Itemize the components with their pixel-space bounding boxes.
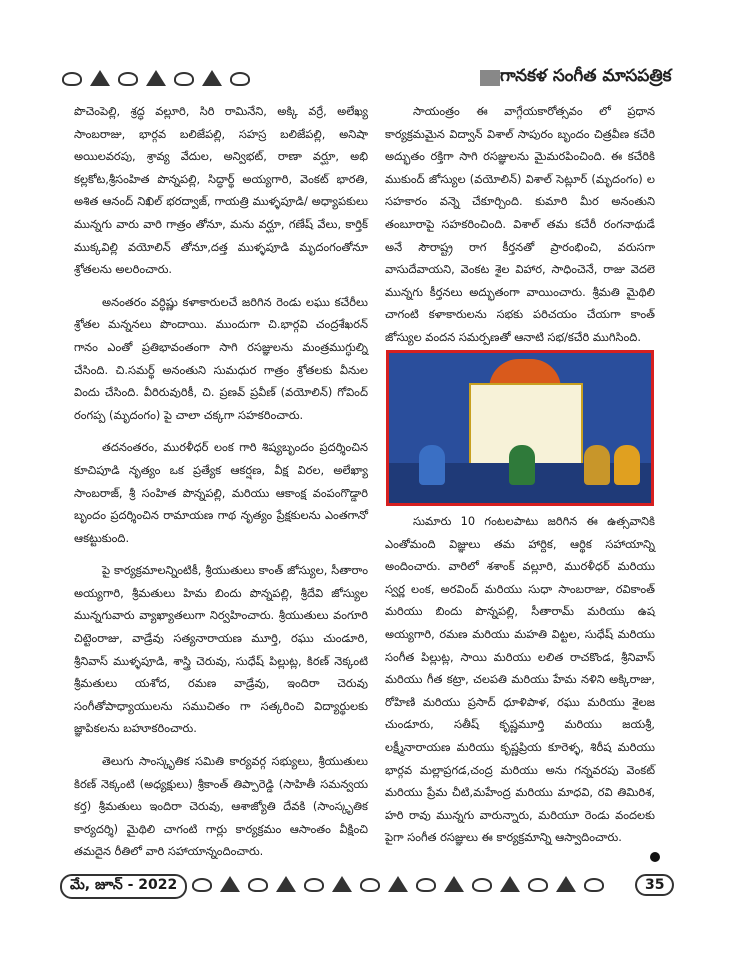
ornament-icon	[144, 70, 166, 86]
ornament-icon	[190, 876, 212, 892]
masthead-divider	[480, 70, 500, 86]
paragraph: తదనంతరం, మురళీధర్ లంక గారి శిష్యబృందం ప్రదర్శించిన కూచిపూడి నృత్యం ఒక ప్రత్యేక ఆకర్షణ, వీక్ష విరల, అలేఖ్యా సాంబరాజ్, శ్రీ సంహిత పొన్నపల్లి, మరియు ఆకాంక్ష వంపంగొడ్డారి బృందం ప్రదర్శించిన రామాయణ గాథ నృత్యం ప్రేక్షకులను ఎంతగానో ఆకట్టుకుంది.	[74, 440, 368, 545]
performer-figure	[614, 445, 640, 485]
ornament-icon	[442, 876, 464, 892]
page-footer	[60, 870, 680, 900]
end-marker-icon	[650, 852, 660, 862]
ornament-icon	[498, 876, 520, 892]
ornament-icon	[116, 70, 138, 86]
page-number: 35	[635, 874, 674, 896]
ornament-icon	[200, 70, 222, 86]
paragraph: అనంతరం వర్ధిష్ణు కళాకారులచే జరిగిన రెండు లఘు కచేరీలు శ్రోతల మన్ననలు పొందాయి. ముందుగా చి.భార్గవి చంద్రశేఖరన్ గానం ఎంతో ప్రతిభావంతంగా సాగి రసజ్ఞులను మంత్రముగ్ధుల్ని చేసింది. చి.సమర్థ్ అనంతుని సుమధుర గాత్రం శ్రోతలకు వీనుల విందు చేసింది. వీరిరువురికీ, చి. ప్రణవ్ ప్రవీణ్ (వయోలిన్) గోవింద్ రంగప్ప (మృదంగం) పై చాలా చక్కగా సహకరించారు.	[74, 294, 368, 422]
ornament-icon	[414, 876, 436, 892]
right-column	[385, 100, 655, 845]
ornament-icon	[470, 876, 492, 892]
ornament-icon	[358, 876, 380, 892]
paragraph: సుమారు 10 గంటలపాటు జరిగిన ఈ ఉత్సవానికి ఎంతోమంది విజ్ఞులు తమ హార్దిక, ఆర్థిక సహాయాన్ని అందించారు. వారిలో శశాంక్ వల్లూరి, మురళీధర్ మరియు స్వర్ణ లంక, అరవింద్ మరియు సుధా సాంబరాజు, రవికాంత్ మరియు బిందు పొన్నపల్లి, సీతారామ్ మరియు ఉష అయ్యగారి, రమణ మరియు మహతి విట్టల, సుధేష్ మరియు సంగీత పిల్లుట్ల, సాయి మరియు లలిత రాచకొండ, శ్రీనివాస్ మరియు గీత కట్రా, చలపతి మరియు హేమ నళిని అక్కిరాజు, రోహిణి మరియు ప్రసాద్ ధూళిపాళ, రఘు మరియు శైలజ చుండూరు, సతీష్ కృష్ణమూర్తి మరియు జయశ్రీ, లక్ష్మీనారాయణ మరియు కృష్ణప్రియ కూరెళ్ళ, శిరీష మరియు భార్గవ మల్లాప్రగడ,చంద్ర మరియు అను గన్నవరపు వెంకట్ మరియు ప్రేమ చీటి,మహేంద్ర మరియు మాధవి, రవి తిమిరిశ, హరి రావు మున్నగు వారున్నారు, మరియూ రెండు వందలకు పైగా సంగీత రసజ్ఞులు ఈ కార్యక్రమాన్ని ఆస్వాదించారు.	[385, 514, 655, 845]
performer-figure	[509, 445, 535, 485]
ornament-icon	[172, 70, 194, 86]
ornament-icon	[274, 876, 296, 892]
issue-date: మే, జూన్ - 2022	[60, 874, 187, 899]
paragraph: తెలుగు సాంస్కృతిక సమితి కార్యవర్గ సభ్యులు, శ్రీయుతులు కిరణ్ నెక్కంటి (అధ్యక్షులు) శ్రీకాంత్ తిప్పారెడ్డి (సాహితీ సమన్వయ కర్త) శ్రీమతులు ఇందిరా చెరువు, ఆశాజ్యోతి దేవకి (సాంస్కృతిక కార్యదర్శి) మైథిలి చాగంటి గార్లు కార్యక్రమం ఆసాంతం వీక్షించి తమదైన రీతిలో వారి సహాయాన్నందించారు.	[74, 754, 368, 859]
header-ornament-band	[60, 66, 480, 90]
ornament-icon	[302, 876, 324, 892]
ornament-icon	[526, 876, 548, 892]
performer-figure	[419, 445, 445, 485]
footer-ornament-band	[190, 876, 604, 892]
page-header	[0, 58, 742, 96]
paragraph: పొచెంపెల్లి, శ్రద్ధ వల్లూరి, సిరి రామినేని, అక్కి వర్రే, అలేఖ్య సాంబరాజు, భార్గవ బలిజేపల్లి, సహస్ర బలిజేపల్లి, అనిషా అయిలవరపు, శ్రావ్య వేదుల, అన్విభట్, రాణా వర్ఘూ, అభి కల్లకోట,శ్రీసంహిత పొన్నపల్లి, సిద్ధార్థ్ అయ్యగారి, వెంకట్ భారతి, అశిత ఆనంద్ నిఖిల్ భరద్వాజ్, గాయత్రి ముళ్ళపూడి/ అధ్యాపకులు మున్నగు వారు వారి గాత్రం తోనూ, మను వర్ఘూ, గణేష్ వేలు, కార్తిక్ ముక్కవిల్లి వయోలిన్ తోనూ,దత్త ముళ్ళపూడి మృదంగంతోనూ శ్రోతలను అలరించారు.	[74, 104, 368, 277]
ornament-icon	[554, 876, 576, 892]
performer-figure	[584, 445, 610, 485]
ornament-icon	[88, 70, 110, 86]
concert-photo	[386, 350, 654, 506]
paragraph: పై కార్యక్రమాలన్నింటికీ, శ్రీయుతులు కాంత్ జోస్యుల, సీతారాం అయ్యగారి, శ్రీమతులు హిమ బిందు పొన్నపల్లి, శ్రీదేవి జోస్యుల మున్నగువారు వ్యాఖ్యాతలుగా నిర్వహించారు. శ్రీయుతులు వంగూరి చిట్టెంరాజు, వాడ్రేవు సత్యనారాయణ మూర్తి, రఘు చుండూరి, శ్రీనివాస్ ముళ్ళపూడి, శాస్త్రి చెరువు, సుధేష్ పిల్లుట్ల, కిరణ్ నెక్కంటి శ్రీమతులు యశోద, రమణ వాడ్రేవు, ఇందిరా చెరువు సంగీతోపాధ్యాయులను సముచితం గా సత్కరించి విద్యార్థులకు జ్ఞాపికలను బహూకరించారు.	[74, 563, 368, 736]
ornament-icon	[246, 876, 268, 892]
ornament-icon	[228, 70, 250, 86]
ornament-icon	[330, 876, 352, 892]
ornament-icon	[386, 876, 408, 892]
ornament-icon	[218, 876, 240, 892]
paragraph: సాయంత్రం ఈ వాగ్గేయకారోత్సవం లో ప్రధాన కార్యక్రమమైన విద్వాన్ విశాల్ సాపురం బృందం చిత్రవీణ కచేరి అద్భుతం రక్తిగా సాగి రసజ్ఞులను మైమరపించింది. ఈ కచేరికి ముకుంద్ జోస్యుల (వయోలిన్) విశాల్ సెట్లూర్ (మృదంగం) ల సహకారం వన్నె చేకూర్చింది. కుమారి మీర అనంతుని తంబూరాపై సహకరించింది. విశాల్ తమ కచేరీ రంగనాథుడే అనే సౌరాష్ట్ర రాగ కీర్తనతో ప్రారంభించి, వరుసగా వాసుదేవాయని, వెంకట శైల విహార, సాధించెనే, రాజు వెదలె మున్నగు కీర్తనలు అద్భుతంగా వాయించారు. శ్రీమతి మైథిలి చాగంటి కళాకారులను సభకు పరిచయం చేయగా కాంత్ జోస్యుల వందన సమర్పణతో ఆనాటి సభ/కచేరి ముగిసింది.	[385, 104, 655, 344]
ornament-icon	[60, 70, 82, 86]
ornament-icon	[582, 876, 604, 892]
left-column	[74, 100, 368, 873]
masthead-title: గానకళ సంగీత మాసపత్రిక	[500, 66, 672, 86]
